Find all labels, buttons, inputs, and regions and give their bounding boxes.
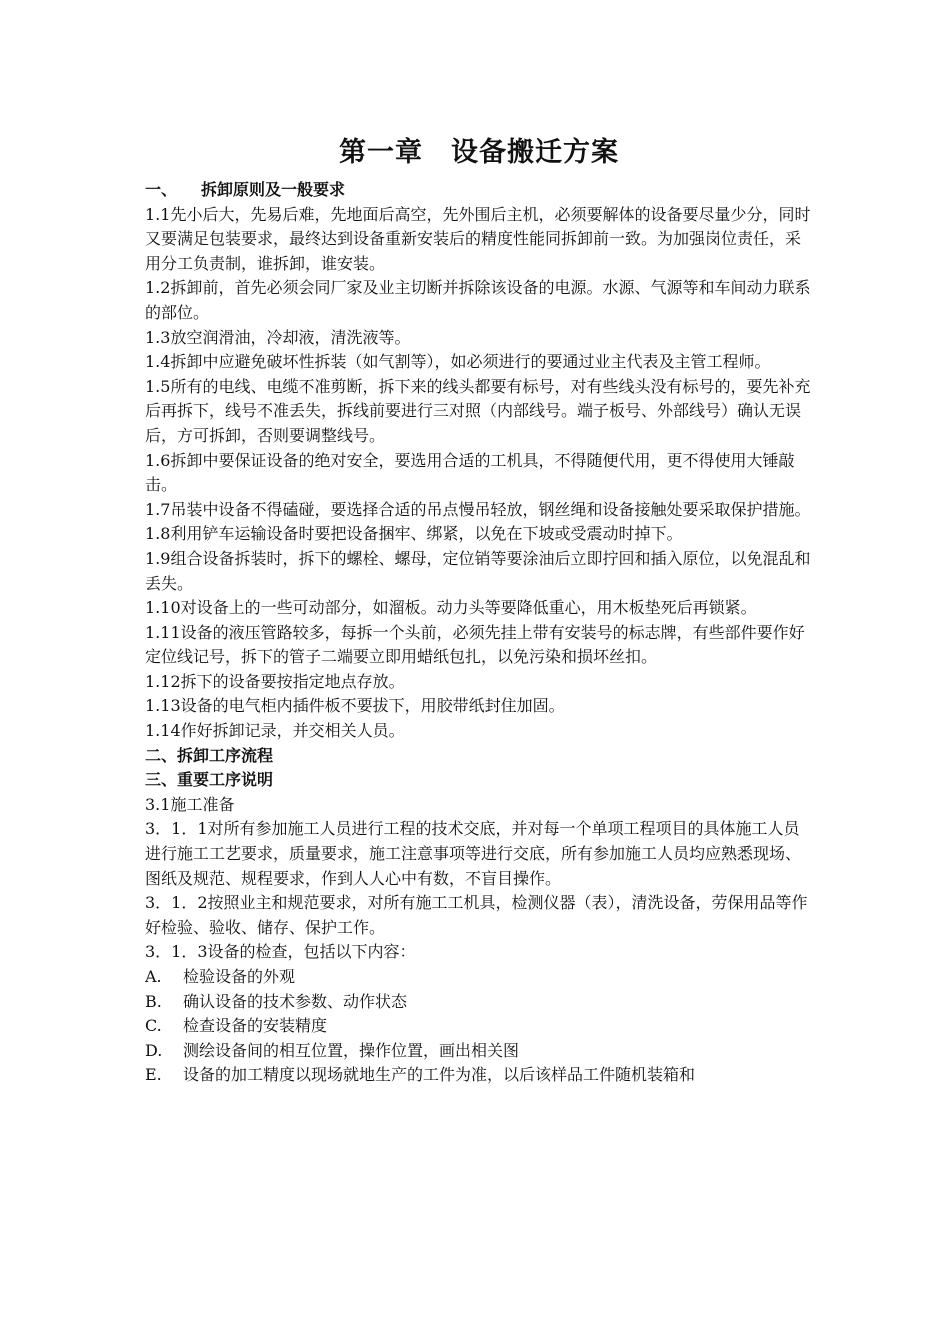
paragraph-1-10: 1.10对设备上的一些可动部分，如溜板。动力头等要降低重心，用木板垫死后再锁紧。 bbox=[145, 598, 757, 618]
list-item bbox=[145, 990, 813, 1015]
list-item bbox=[145, 1014, 813, 1039]
list-item bbox=[145, 1063, 813, 1088]
paragraph-1-2: 1.2拆卸前，首先必须会同厂家及业主切断并拆除该设备的电源。水源、气源等和车间动力联系的部位。 bbox=[145, 278, 811, 322]
list-item-text: 检验设备的外观 bbox=[183, 967, 296, 986]
paragraph-3-1-1: 3．1．1对所有参加施工人员进行工程的技术交底，并对每一个单项工程项目的具体施工人员进行施工工艺要求，质量要求，施工注意事项等进行交底，所有参加施工人员均应熟悉现场、图纸及规范、规程要求，作到人人心中有数，不盲目操作。 bbox=[145, 819, 802, 888]
list-item bbox=[145, 965, 813, 990]
section-heading-1 bbox=[145, 178, 813, 203]
list-item-text: 检查设备的安装精度 bbox=[183, 1016, 328, 1036]
paragraph-1-3: 1.3放空润滑油，冷却液，清洗液等。 bbox=[145, 327, 411, 347]
list-item-text: 确认设备的技术参数、动作状态 bbox=[183, 991, 408, 1011]
chapter-title: 第一章 设备搬迁方案 bbox=[339, 137, 619, 168]
list-item-letter: B. bbox=[145, 991, 162, 1011]
paragraph-3-1-3: 3．1．3设备的检查，包括以下内容： bbox=[145, 942, 416, 962]
paragraph-1-6: 1.6拆卸中要保证设备的绝对安全，要选用合适的工机具，不得随便代用，更不得使用大锤敲击。 bbox=[145, 450, 795, 495]
list-item bbox=[145, 1039, 813, 1064]
list-item-letter: A. bbox=[145, 967, 162, 986]
paragraph-1-8: 1.8利用铲车运输设备时要把设备捆牢、绑紧，以免在下坡或受震动时掉下。 bbox=[145, 524, 683, 544]
paragraph-3-1-2: 3．1．2按照业主和规范要求，对所有施工工机具，检测仪器（表），清洗设备，劳保用品等作好检验、验收、储存、保护工作。 bbox=[145, 893, 808, 937]
paragraph-1-13: 1.13设备的电气柜内插件板不要拔下，用胶带纸封住加固。 bbox=[145, 696, 565, 716]
section-heading-3: 三、重要工序说明 bbox=[145, 770, 274, 790]
document-body bbox=[145, 134, 813, 1088]
paragraph-3-1: 3.1施工准备 bbox=[145, 794, 235, 814]
paragraph-1-11: 1.11设备的液压管路较多，每拆一个头前，必须先挂上带有安装号的标志牌，有些部件要作好定位线记号，拆下的管子二端要立即用蜡纸包扎，以免污染和损坏丝扣。 bbox=[145, 622, 805, 667]
list-item-letter: D. bbox=[145, 1040, 163, 1060]
section-number: 一、 bbox=[145, 180, 178, 199]
paragraph-1-9: 1.9组合设备拆装时，拆下的螺栓、螺母，定位销等要涂油后立即拧回和插入原位，以免混乱和丢失。 bbox=[145, 548, 811, 593]
paragraph-1-7: 1.7吊装中设备不得磕碰，要选择合适的吊点慢吊轻放，钢丝绳和设备接触处要采取保护措施。 bbox=[145, 499, 811, 519]
list-item-letter: E. bbox=[145, 1065, 162, 1085]
list-item-letter: C. bbox=[145, 1016, 162, 1036]
list-item-text: 测绘设备间的相互位置，操作位置，画出相关图 bbox=[183, 1040, 520, 1060]
section-heading-2: 二、拆卸工序流程 bbox=[145, 745, 274, 765]
list-item-text: 设备的加工精度以现场就地生产的工件为准，以后该样品工件随机装箱和 bbox=[183, 1065, 696, 1085]
section-title: 拆卸原则及一般要求 bbox=[201, 180, 346, 199]
paragraph-1-5: 1.5所有的电线、电缆不准剪断，拆下来的线头都要有标号，对有些线头没有标号的，要先补充后再拆下，线号不准丢失，拆线前要进行三对照（内部线号。端子板号、外部线号）确认无误后，方可拆卸，否则要调整线号。 bbox=[145, 376, 811, 445]
paragraph-1-1: 1.1先小后大，先易后难，先地面后高空，先外围后主机，必须要解体的设备要尽量少分，同时又要满足包装要求，最终达到设备重新安装后的精度性能同拆卸前一致。为加强岗位责任，采用分工负责制，谁拆卸，谁安装。 bbox=[145, 204, 811, 273]
paragraph-1-14: 1.14作好拆卸记录，并交相关人员。 bbox=[145, 721, 405, 741]
paragraph-1-4: 1.4拆卸中应避免破坏性拆装（如气割等），如必须进行的要通过业主代表及主管工程师。 bbox=[145, 352, 771, 372]
paragraph-1-12: 1.12拆下的设备要按指定地点存放。 bbox=[145, 671, 405, 691]
